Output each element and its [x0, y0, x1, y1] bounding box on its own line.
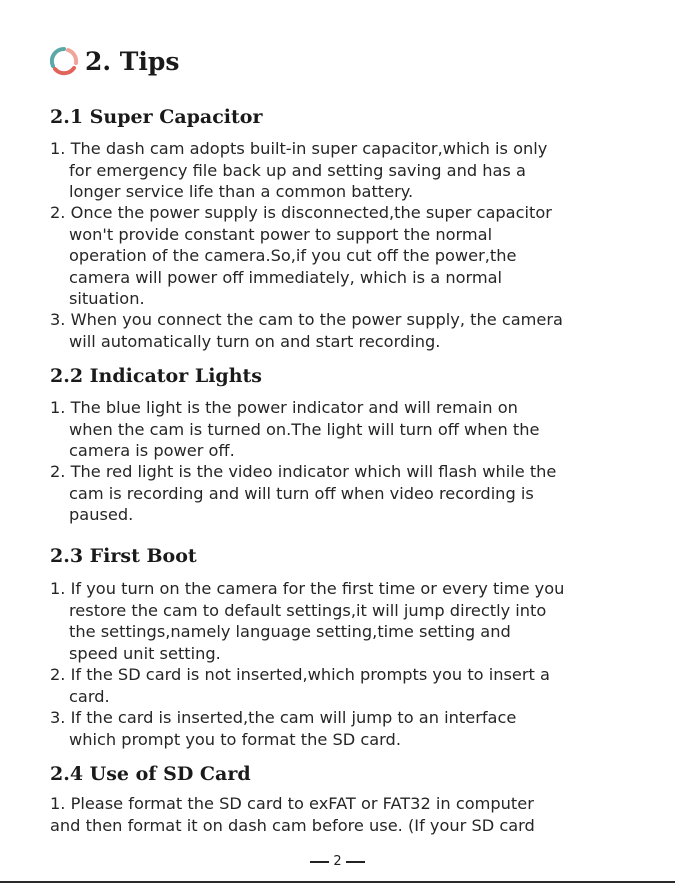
section-heading: 2.2 Indicator Lights — [50, 365, 262, 387]
list-item: 1. The blue light is the power indicator and will remain on when the cam is turned on.The light will turn off when the camera is power off. — [50, 398, 540, 460]
list-item: 1. If you turn on the camera for the first time or every time you restore the cam to default settings,it will jump directly into the settings,namely language setting,time setting and speed unit setting. — [50, 579, 565, 663]
list-item: 3. When you connect the cam to the power supply, the camera will automatically turn on and start recording. — [50, 310, 563, 351]
section-heading: 2.1 Super Capacitor — [50, 106, 263, 128]
list-item: 2. Once the power supply is disconnected,the super capacitor won't provide constant power to support the normal operation of the camera.So,if you cut off the power,the camera will power off immediately, which is a normal situation. — [50, 203, 552, 308]
section-heading: 2.4 Use of SD Card — [50, 763, 251, 785]
page-footer — [0, 854, 675, 869]
tips-ring-icon — [49, 46, 79, 76]
footer-dash-right — [346, 861, 365, 863]
page-title: 2. Tips — [85, 46, 180, 76]
list-item: 1. Please format the SD card to exFAT or FAT32 in computer and then format it on dash cam before use. (If your SD card — [50, 794, 535, 835]
list-item: 1. The dash cam adopts built-in super capacitor,which is only for emergency file back up and setting saving and has a longer service life than a common battery. — [50, 139, 548, 201]
list-item: 3. If the card is inserted,the cam will jump to an interface which prompt you to format the SD card. — [50, 708, 517, 749]
page-header — [49, 46, 179, 76]
page-number: 2 — [333, 854, 342, 869]
list-item: 2. If the SD card is not inserted,which prompts you to insert a card. — [50, 665, 550, 706]
list-item: 2. The red light is the video indicator which will flash while the cam is recording and will turn off when video recording is paused. — [50, 462, 557, 524]
section-heading: 2.3 First Boot — [50, 545, 197, 567]
footer-dash-left — [310, 861, 329, 863]
